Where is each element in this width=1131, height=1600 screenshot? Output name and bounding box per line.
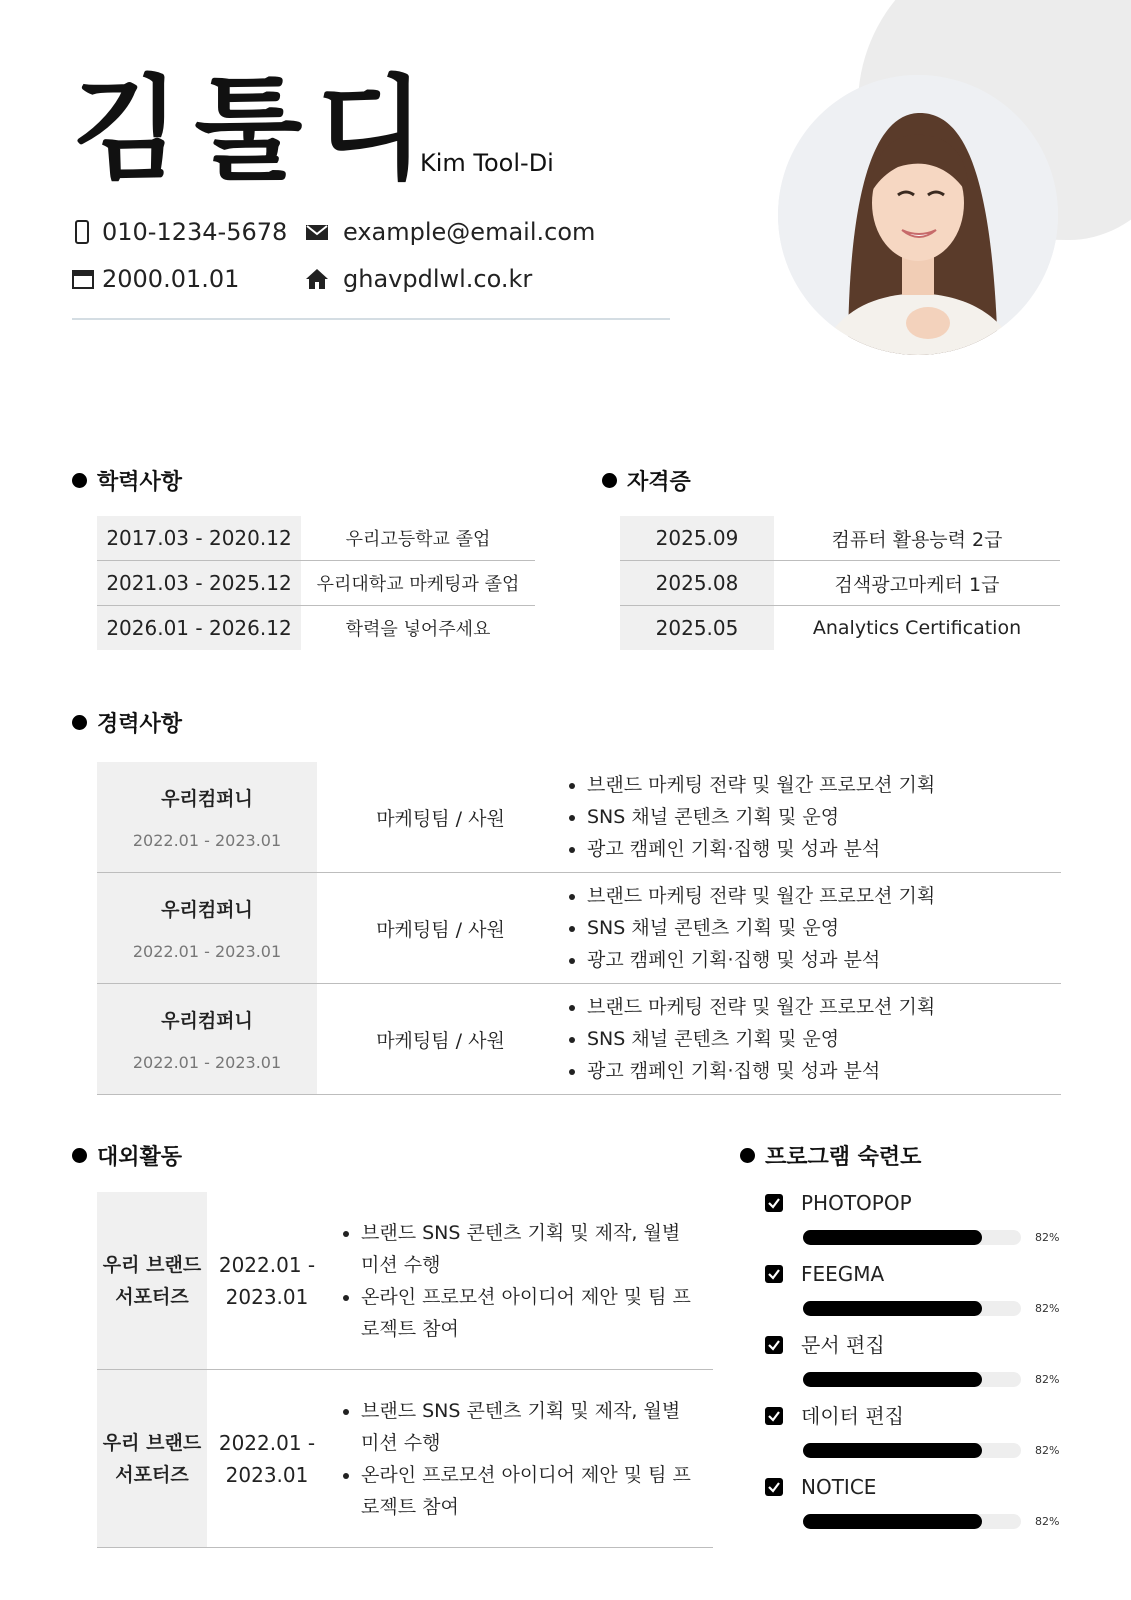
education-table [97,516,535,650]
table-row [620,561,1060,606]
career-company: 우리컴퍼니 [161,788,253,810]
list-item: • 온라인 프로모션 아이디어 제안 및 팀 프로젝트 참여 [361,1459,699,1523]
phone-row [72,216,287,248]
activity-items [327,1370,713,1548]
list-item: • 광고 캠페인 기획·집행 및 성과 분석 [587,944,1060,976]
list-item: • 브랜드 SNS 콘텐츠 기획 및 제작, 월별 미션 수행 [361,1395,699,1459]
skill-progress-fill [803,1443,982,1458]
career-period: 2022.01 - 2023.01 [132,942,282,961]
skill-percent: 82% [1035,1444,1060,1457]
bullet-icon [72,715,87,730]
career-period: 2022.01 - 2023.01 [132,1053,282,1072]
skill-percent: 82% [1035,1302,1060,1315]
bullet-icon [72,473,87,488]
profile-photo [778,75,1058,355]
bullet-icon [602,473,617,488]
bullet-icon [740,1148,755,1163]
list-item: • 브랜드 마케팅 전략 및 월간 프로모션 기획 [587,769,1060,801]
activity-organization: 우리 브랜드 서포터즈 [97,1370,207,1548]
table-row [97,1370,713,1548]
skill-name: 데이터 편집 [801,1404,904,1428]
activity-period: 2022.01 - 2023.01 [218,1252,316,1309]
table-row [620,606,1060,651]
career-company: 우리컴퍼니 [161,1010,253,1032]
phone-number: 010-1234-5678 [102,218,288,246]
certificate-date: 2025.09 [620,516,774,561]
name-korean: 김툴디 [72,65,439,195]
email-address[interactable]: example@email.com [343,218,596,246]
list-item: • 광고 캠페인 기획·집행 및 성과 분석 [587,833,1060,865]
bullet-icon [72,1148,87,1163]
education-title: 학력사항 [72,468,182,498]
skill-percent: 82% [1035,1231,1060,1244]
career-title: 경력사항 [72,710,182,740]
activities-table [97,1192,713,1548]
skill-progress-track [803,1301,1021,1316]
career-duties [564,762,1061,873]
career-role: 마케팅팀 / 사원 [376,918,505,941]
education-desc: 학력을 넣어주세요 [345,619,491,640]
skill-percent: 82% [1035,1373,1060,1386]
career-role: 마케팅팀 / 사원 [376,807,505,830]
skill-progress-track [803,1230,1021,1245]
skill-progress-fill [803,1301,982,1316]
certificate-date: 2025.05 [620,606,774,651]
skill-progress-track [803,1372,1021,1387]
table-row [620,516,1060,561]
birth-date: 2000.01.01 [102,265,240,293]
skill-progress-fill [803,1514,982,1529]
education-period: 2017.03 - 2020.12 [97,516,301,561]
calendar-icon [72,267,96,291]
checkbox-checked-icon[interactable] [765,1336,783,1354]
checkbox-checked-icon[interactable] [765,1194,783,1212]
skill-progress-fill [803,1372,982,1387]
skill-percent: 82% [1035,1515,1060,1528]
certificates-table [620,516,1060,650]
table-row [97,561,535,606]
table-row [97,762,1061,873]
education-period: 2026.01 - 2026.12 [97,606,301,651]
table-row [97,873,1061,984]
table-row [97,606,535,651]
table-row [97,1192,713,1370]
education-period: 2021.03 - 2025.12 [97,561,301,606]
career-table [97,762,1061,1095]
activity-period: 2022.01 - 2023.01 [218,1430,316,1487]
career-duties [564,984,1061,1095]
table-row [97,516,535,561]
email-row [305,216,595,248]
home-icon [305,267,329,291]
header-divider [72,318,670,320]
list-item: • 브랜드 마케팅 전략 및 월간 프로모션 기획 [587,880,1060,912]
certificates-title: 자격증 [602,468,691,498]
skill-name: NOTICE [801,1475,877,1499]
career-period: 2022.01 - 2023.01 [132,831,282,850]
career-company-cell [97,873,317,984]
certificate-name: Analytics Certification [812,617,1022,639]
certificate-name: 검색광고마케터 1급 [834,573,1000,596]
list-item: • 브랜드 마케팅 전략 및 월간 프로모션 기획 [587,991,1060,1023]
checkbox-checked-icon[interactable] [765,1265,783,1283]
skills-title: 프로그램 숙련도 [740,1143,921,1173]
education-desc: 우리고등학교 졸업 [345,529,491,550]
skill-progress-fill [803,1230,982,1245]
skill-name: FEEGMA [801,1262,885,1286]
table-row [97,984,1061,1095]
skill-name: 문서 편집 [801,1333,885,1357]
birth-row [72,263,239,295]
checkbox-checked-icon[interactable] [765,1407,783,1425]
website-row [305,263,532,295]
list-item: • SNS 채널 콘텐츠 기획 및 운영 [587,912,1060,944]
list-item: • 광고 캠페인 기획·집행 및 성과 분석 [587,1055,1060,1087]
website-url[interactable]: ghavpdlwl.co.kr [343,265,533,293]
certificate-date: 2025.08 [620,561,774,606]
certificate-name: 컴퓨터 활용능력 2급 [831,528,1003,551]
list-item: • 브랜드 SNS 콘텐츠 기획 및 제작, 월별 미션 수행 [361,1217,699,1281]
career-company-cell [97,984,317,1095]
skill-progress-track [803,1514,1021,1529]
education-desc: 우리대학교 마케팅과 졸업 [316,574,520,595]
skill-progress-track [803,1443,1021,1458]
mail-icon [305,220,329,244]
career-company-cell [97,762,317,873]
list-item: • SNS 채널 콘텐츠 기획 및 운영 [587,1023,1060,1055]
name-english: Kim Tool-Di [420,149,554,177]
list-item: • 온라인 프로모션 아이디어 제안 및 팀 프로젝트 참여 [361,1281,699,1345]
activities-title: 대외활동 [72,1143,182,1173]
checkbox-checked-icon[interactable] [765,1478,783,1496]
career-duties [564,873,1061,984]
activity-organization: 우리 브랜드 서포터즈 [97,1192,207,1370]
activity-items [327,1192,713,1370]
career-role: 마케팅팀 / 사원 [376,1029,505,1052]
phone-icon [72,220,96,244]
career-company: 우리컴퍼니 [161,899,253,921]
skill-name: PHOTOPOP [801,1191,912,1215]
list-item: • SNS 채널 콘텐츠 기획 및 운영 [587,801,1060,833]
